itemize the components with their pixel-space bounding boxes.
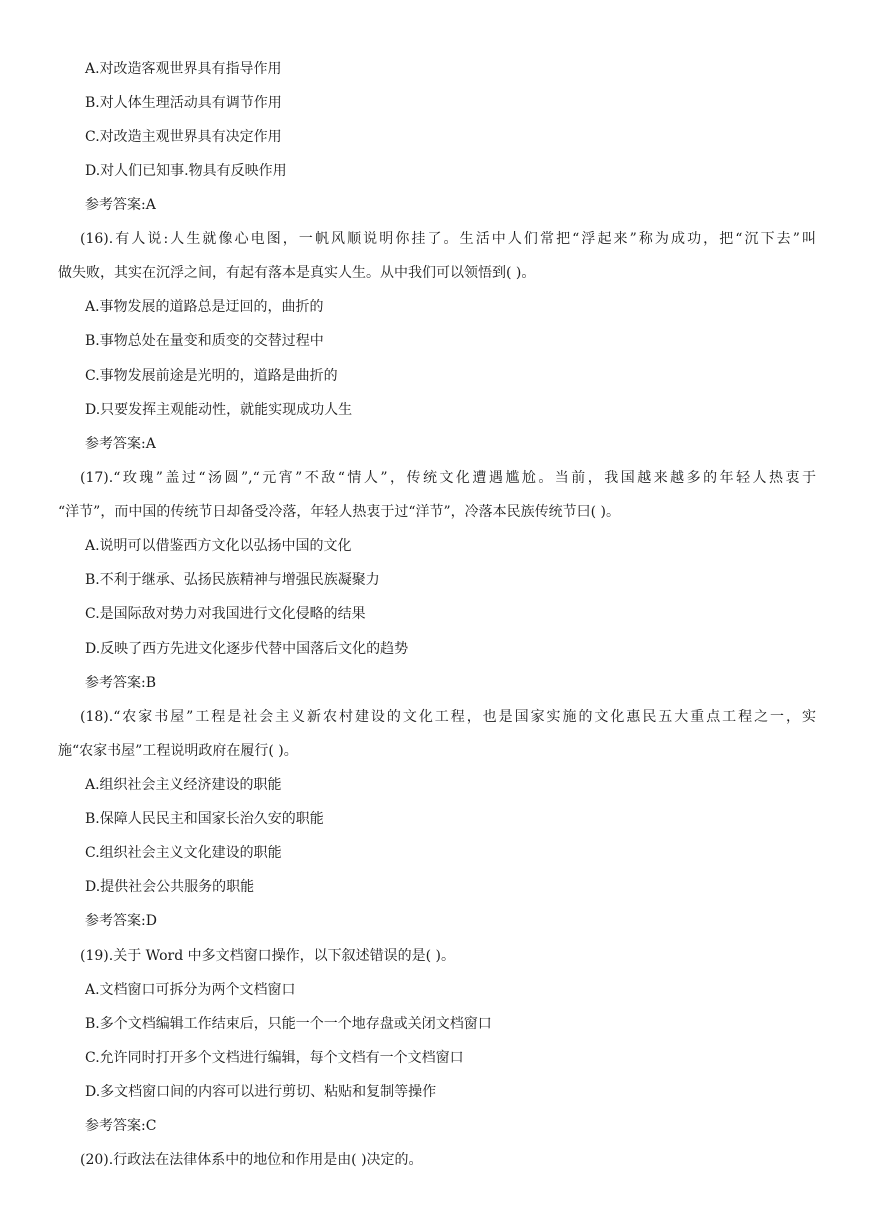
option-a: A.事物发展的道路总是迂回的，曲折的 [85, 299, 324, 315]
option-b: B.事物总处在量变和质变的交替过程中 [85, 333, 324, 349]
option-a: A.文档窗口可拆分为两个文档窗口 [85, 982, 296, 998]
option-d: D.对人们已知事.物具有反映作用 [85, 163, 287, 179]
option-c: C.事物发展前途是光明的，道路是曲折的 [85, 368, 338, 384]
question-19: (19).关于 Word 中多文档窗口操作，以下叙述错误的是( )。 [80, 948, 455, 964]
option-d: D.反映了西方先进文化逐步代替中国落后文化的趋势 [85, 641, 409, 657]
option-a: A.说明可以借鉴西方文化以弘扬中国的文化 [85, 538, 352, 554]
option-b: B.对人体生理活动具有调节作用 [85, 95, 282, 111]
question-20: (20).行政法在法律体系中的地位和作用是由( )决定的。 [80, 1152, 423, 1168]
question-18-line-1: (18).“农家书屋”工程是社会主义新农村建设的文化工程，也是国家实施的文化惠民五大重点工程之一，实 [80, 709, 816, 725]
answer: 参考答案:A [85, 436, 156, 452]
question-16-line-1: (16).有人说:人生就像心电图，一帆风顺说明你挂了。生活中人们常把“浮起来”称为成功，把“沉下去”叫 [80, 231, 816, 247]
option-d: D.多文档窗口间的内容可以进行剪切、粘贴和复制等操作 [85, 1084, 437, 1100]
question-16-line-2: 做失败，其实在沉浮之间，有起有落本是真实人生。从中我们可以领悟到( )。 [58, 265, 536, 281]
option-a: A.组织社会主义经济建设的职能 [85, 777, 282, 793]
option-b: B.不利于继承、弘扬民族精神与增强民族凝聚力 [85, 572, 380, 588]
answer: 参考答案:D [85, 913, 157, 929]
option-c: C.对改造主观世界具有决定作用 [85, 129, 282, 145]
option-d: D.提供社会公共服务的职能 [85, 879, 255, 895]
option-b: B.保障人民民主和国家长治久安的职能 [85, 811, 324, 827]
question-17-line-2: “洋节”，而中国的传统节日却备受冷落，年轻人热衷于过“洋节”，冷落本民族传统节曰( )。 [58, 504, 621, 520]
option-c: C.是国际敌对势力对我国进行文化侵略的结果 [85, 606, 366, 622]
option-c: C.组织社会主义文化建设的职能 [85, 845, 282, 861]
answer: 参考答案:C [85, 1118, 157, 1134]
question-18-line-2: 施“农家书屋”工程说明政府在履行( )。 [58, 743, 298, 759]
answer: 参考答案:A [85, 197, 156, 213]
question-17-line-1: (17).“玫瑰”盖过“汤圆”,“元宵”不敌“情人”，传统文化遭遇尴尬。当前，我国越来越多的年轻人热衷于 [80, 470, 816, 486]
answer: 参考答案:B [85, 675, 157, 691]
option-d: D.只要发挥主观能动性，就能实现成功人生 [85, 402, 353, 418]
option-a: A.对改造客观世界具有指导作用 [85, 61, 282, 77]
option-c: C.允许同时打开多个文档进行编辑，每个文档有一个文档窗口 [85, 1050, 464, 1066]
option-b: B.多个文档编辑工作结束后，只能一个一个地存盘或关闭文档窗口 [85, 1016, 492, 1032]
